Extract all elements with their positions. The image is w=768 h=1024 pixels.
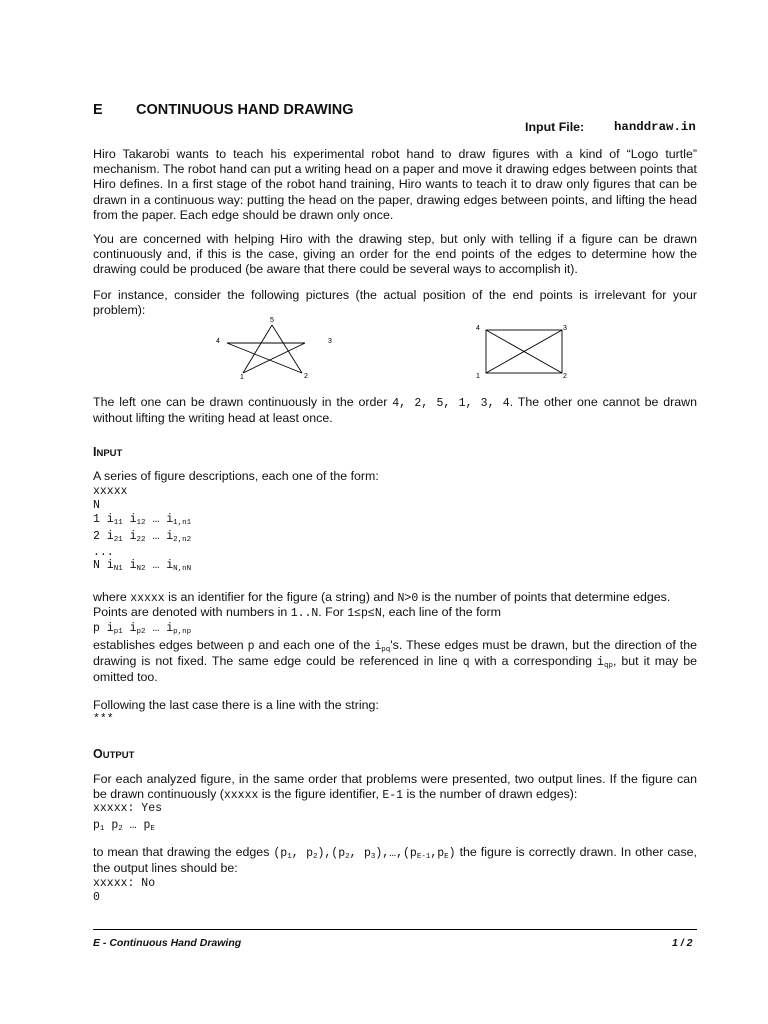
- output-lead: For each analyzed figure, in the same order that problems were presented, two output lines. If the figure can be drawn continuously (xxxxx is the figure identifier, E-1 is the number of drawn edges):: [93, 772, 697, 803]
- star-label-1: 1: [240, 374, 244, 381]
- intro-paragraph-3: For instance, consider the following pictures (the actual position of the end points is irrelevant for your problem):: [93, 288, 697, 318]
- output-no-line: xxxxx: No: [93, 877, 156, 890]
- rect-label-1: 1: [476, 373, 480, 380]
- figure-explanation: The left one can be drawn continuously in the order 4, 2, 5, 1, 3, 4. The other one cannot be drawn without lifting the writing head at least once.: [93, 395, 697, 426]
- footer-rule: [93, 929, 697, 930]
- example-figures: [200, 312, 600, 384]
- output-yes-line: xxxxx: Yes: [93, 802, 163, 815]
- rect-label-3: 3: [563, 325, 567, 332]
- star-label-2: 2: [304, 373, 308, 380]
- star-label-4: 4: [216, 338, 220, 345]
- page-number: 1 / 2: [672, 937, 693, 949]
- input-where-line: where xxxxx is an identifier for the figure (a string) and N>0 is the number of points that determine edges.: [93, 590, 671, 605]
- intro-paragraph-2: You are concerned with helping Hiro with the drawing step, but only with telling if a figure can be drawn continuously and, if this is the case, giving an order for the end points of the edges to determine how the drawing could be produced (be aware that there could be several ways to accomplish it).: [93, 232, 697, 277]
- output-zero-line: 0: [93, 891, 100, 904]
- input-points-line: Points are denoted with numbers in 1..N. For 1≤p≤N, each line of the form: [93, 605, 501, 620]
- problem-title: CONTINUOUS HAND DRAWING: [136, 102, 354, 118]
- format-line-2: 2 $i_{21}$ $i_{22}$ … $i_{2,n2}$: [93, 530, 192, 544]
- input-file-label: Input File:: [525, 120, 585, 134]
- format-line-1: 1 $i_{11}$ $i_{12}$ … $i_{1,n1}$: [93, 513, 192, 527]
- format-line-p: p $i_{p1}$ $i_{p2}$ … $i_{p,np}$: [93, 622, 192, 636]
- star-label-3: 3: [328, 338, 332, 345]
- output-meaning-paragraph: to mean that drawing the edges ($p_1$, $p_2),(p_2$, $p_3),\dots,(p_{E-1},p_E)$ the figure is correctly drawn. In other case, the output lines should be:: [93, 845, 697, 876]
- input-following-line: Following the last case there is a line with the string:: [93, 698, 379, 712]
- problem-letter: E: [93, 102, 103, 118]
- input-heading: INPUT: [93, 445, 123, 459]
- input-file-name: handdraw.in: [614, 120, 696, 134]
- format-line-id: xxxxx: [93, 485, 128, 498]
- terminator-line: ***: [93, 713, 114, 726]
- input-lead: A series of figure descriptions, each one of the form:: [93, 469, 379, 483]
- input-establishes-paragraph: establishes edges between p and each one of the $i_{pq}'s$. These edges must be drawn, but the direction of the drawing is not fixed. The same edge could be referenced in line q with a corresponding $i_{qp}$, but it may be omitted too.: [93, 638, 697, 685]
- rectangle-figure: [486, 330, 562, 373]
- star-edge-2-4: [227, 343, 302, 373]
- star-figure: [227, 325, 305, 373]
- format-line-dots: ...: [93, 546, 114, 559]
- format-line-n-last: N $i_{N1}$ $i_{N2}$ … $i_{N,nN}$: [93, 559, 192, 573]
- format-line-n: N: [93, 499, 100, 512]
- example-order: 4, 2, 5, 1, 3, 4: [392, 397, 510, 410]
- rect-label-4: 4: [476, 325, 480, 332]
- footer-title: E - Continuous Hand Drawing: [93, 937, 242, 949]
- intro-paragraph-1: Hiro Takarobi wants to teach his experimental robot hand to draw figures with a kind of “Logo turtle” mechanism. The robot hand can put a writing head on a paper and move it drawing edges between points that Hiro defines. In a first stage of the robot hand training, Hiro wants to teach it to draw only figures that can be drawn in a continuous way: putting the head on the paper, drawing edges between points, and lifting the head from the paper. Each edge should be drawn only once.: [93, 147, 697, 222]
- star-label-5: 5: [270, 317, 274, 324]
- output-heading: OUTPUT: [93, 747, 135, 761]
- star-edge-5-2: [272, 325, 302, 373]
- output-sequence-line: $p_1$ $p_2$ … $p_E$: [93, 819, 155, 833]
- rect-label-2: 2: [563, 373, 567, 380]
